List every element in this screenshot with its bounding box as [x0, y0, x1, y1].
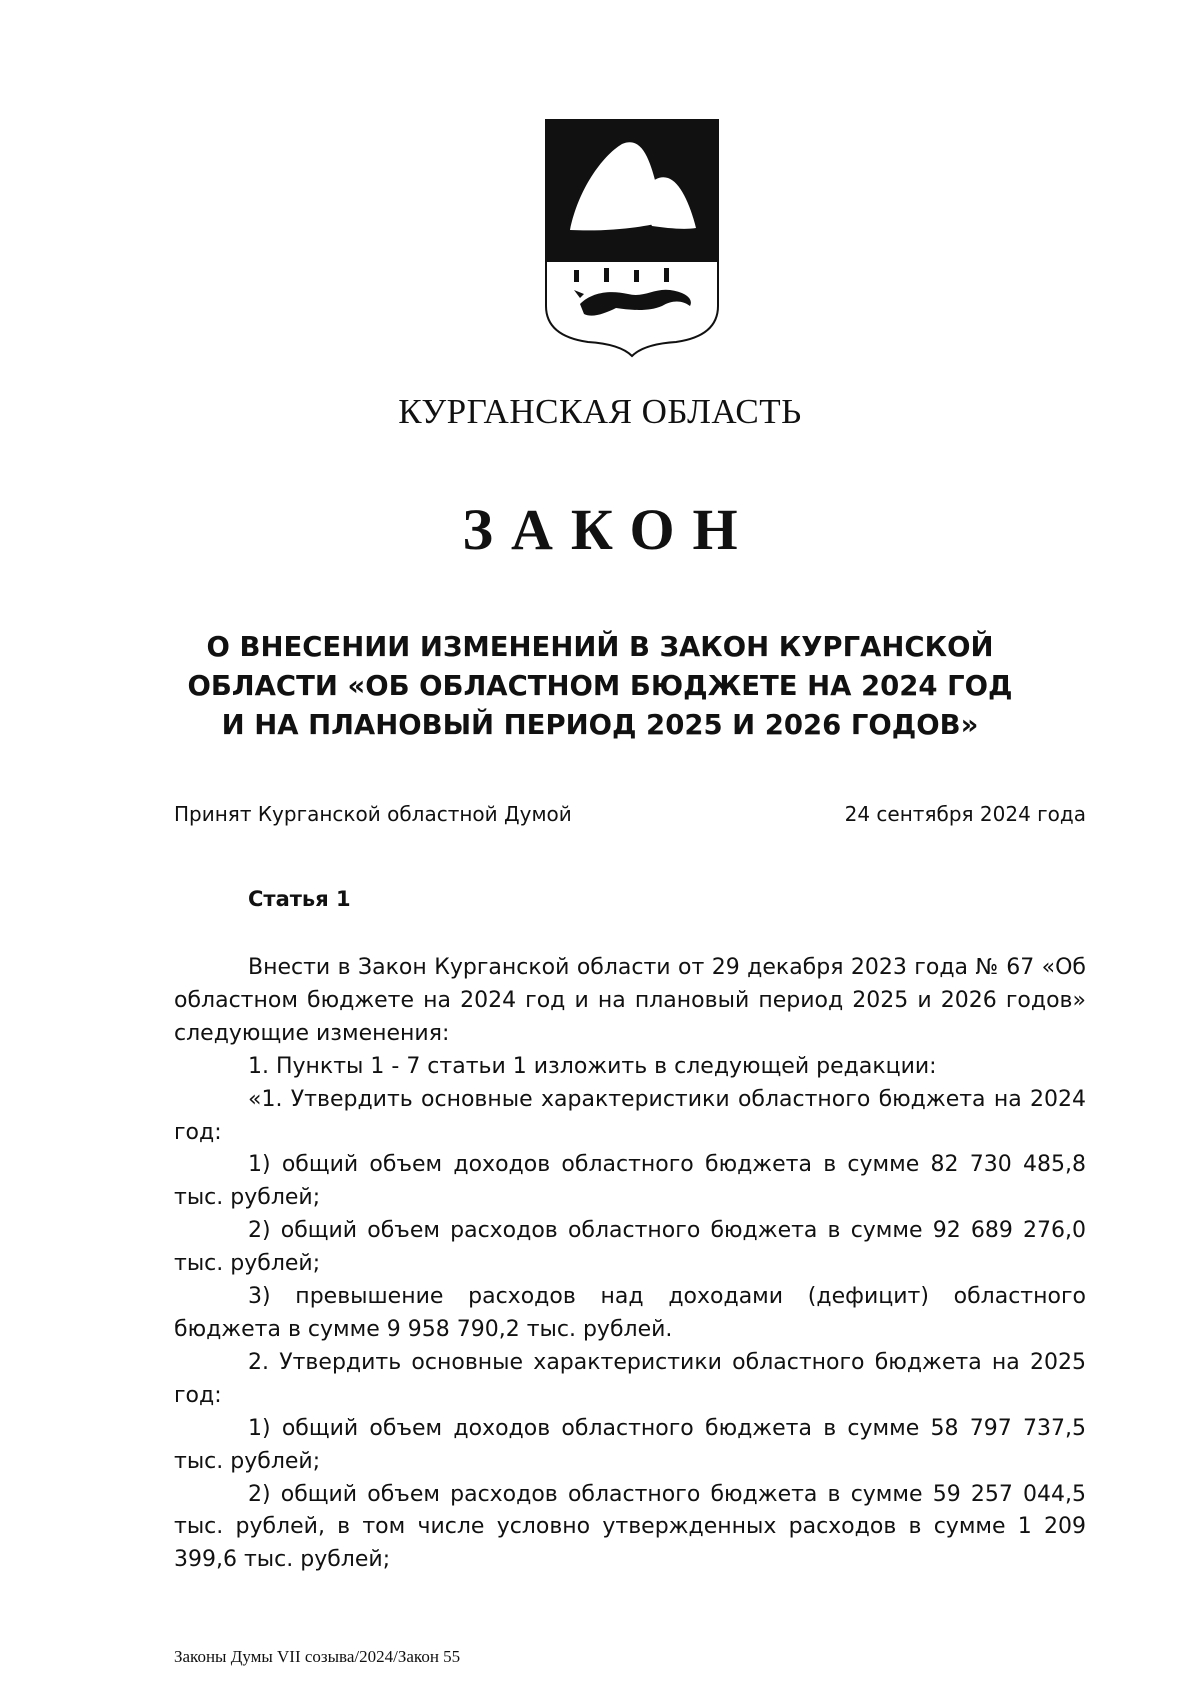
paragraph: 2. Утвердить основные характеристики областного бюджета на 2025 год: — [174, 1349, 1086, 1408]
paragraph: Внести в Закон Курганской области от 29 декабря 2023 года № 67 «Об областном бюджете на 2024 год и на плановый период 2025 и 2026 годов» следующие изменения: — [174, 955, 1086, 1046]
document-footer: Законы Думы VII созыва/2024/Закон 55 — [174, 1647, 461, 1666]
law-title — [0, 628, 1200, 745]
paragraph: 1. Пункты 1 - 7 статьи 1 изложить в следующей редакции: — [248, 1053, 937, 1079]
article-body — [174, 952, 1086, 1577]
adoption-row — [174, 802, 1086, 826]
paragraph: 2) общий объем расходов областного бюджета в сумме 92 689 276,0 тыс. рублей; — [174, 1218, 1086, 1277]
paragraph: 2) общий объем расходов областного бюджета в сумме 59 257 044,5 тыс. рублей, в том числе условно утвержденных расходов в сумме 1 209 399,6 тыс. рублей; — [174, 1481, 1086, 1573]
adoption-date: 24 сентября 2024 года — [844, 802, 1086, 826]
paragraph: «1. Утвердить основные характеристики областного бюджета на 2024 год: — [174, 1086, 1086, 1145]
paragraph: 3) превышение расходов над доходами (дефицит) областного бюджета в сумме 9 958 790,2 тыс. рублей. — [174, 1284, 1086, 1342]
article-heading: Статья 1 — [248, 887, 351, 911]
document-type: ЗАКОН — [462, 497, 756, 562]
paragraph: 1) общий объем доходов областного бюджета в сумме 58 797 737,5 тыс. рублей; — [174, 1415, 1086, 1474]
kurgan-coat-of-arms-icon — [544, 118, 720, 358]
law-title-line: ОБЛАСТИ «ОБ ОБЛАСТНОМ БЮДЖЕТЕ НА 2024 ГОД — [187, 670, 1013, 702]
adopted-by: Принят Курганской областной Думой — [174, 802, 572, 826]
law-title-line: О ВНЕСЕНИИ ИЗМЕНЕНИЙ В ЗАКОН КУРГАНСКОЙ — [206, 631, 994, 663]
region-name: КУРГАНСКАЯ ОБЛАСТЬ — [398, 392, 802, 431]
coat-of-arms-emblem — [544, 118, 720, 358]
paragraph: 1) общий объем доходов областного бюджета в сумме 82 730 485,8 тыс. рублей; — [174, 1152, 1086, 1211]
law-title-line: И НА ПЛАНОВЫЙ ПЕРИОД 2025 И 2026 ГОДОВ» — [221, 709, 979, 741]
